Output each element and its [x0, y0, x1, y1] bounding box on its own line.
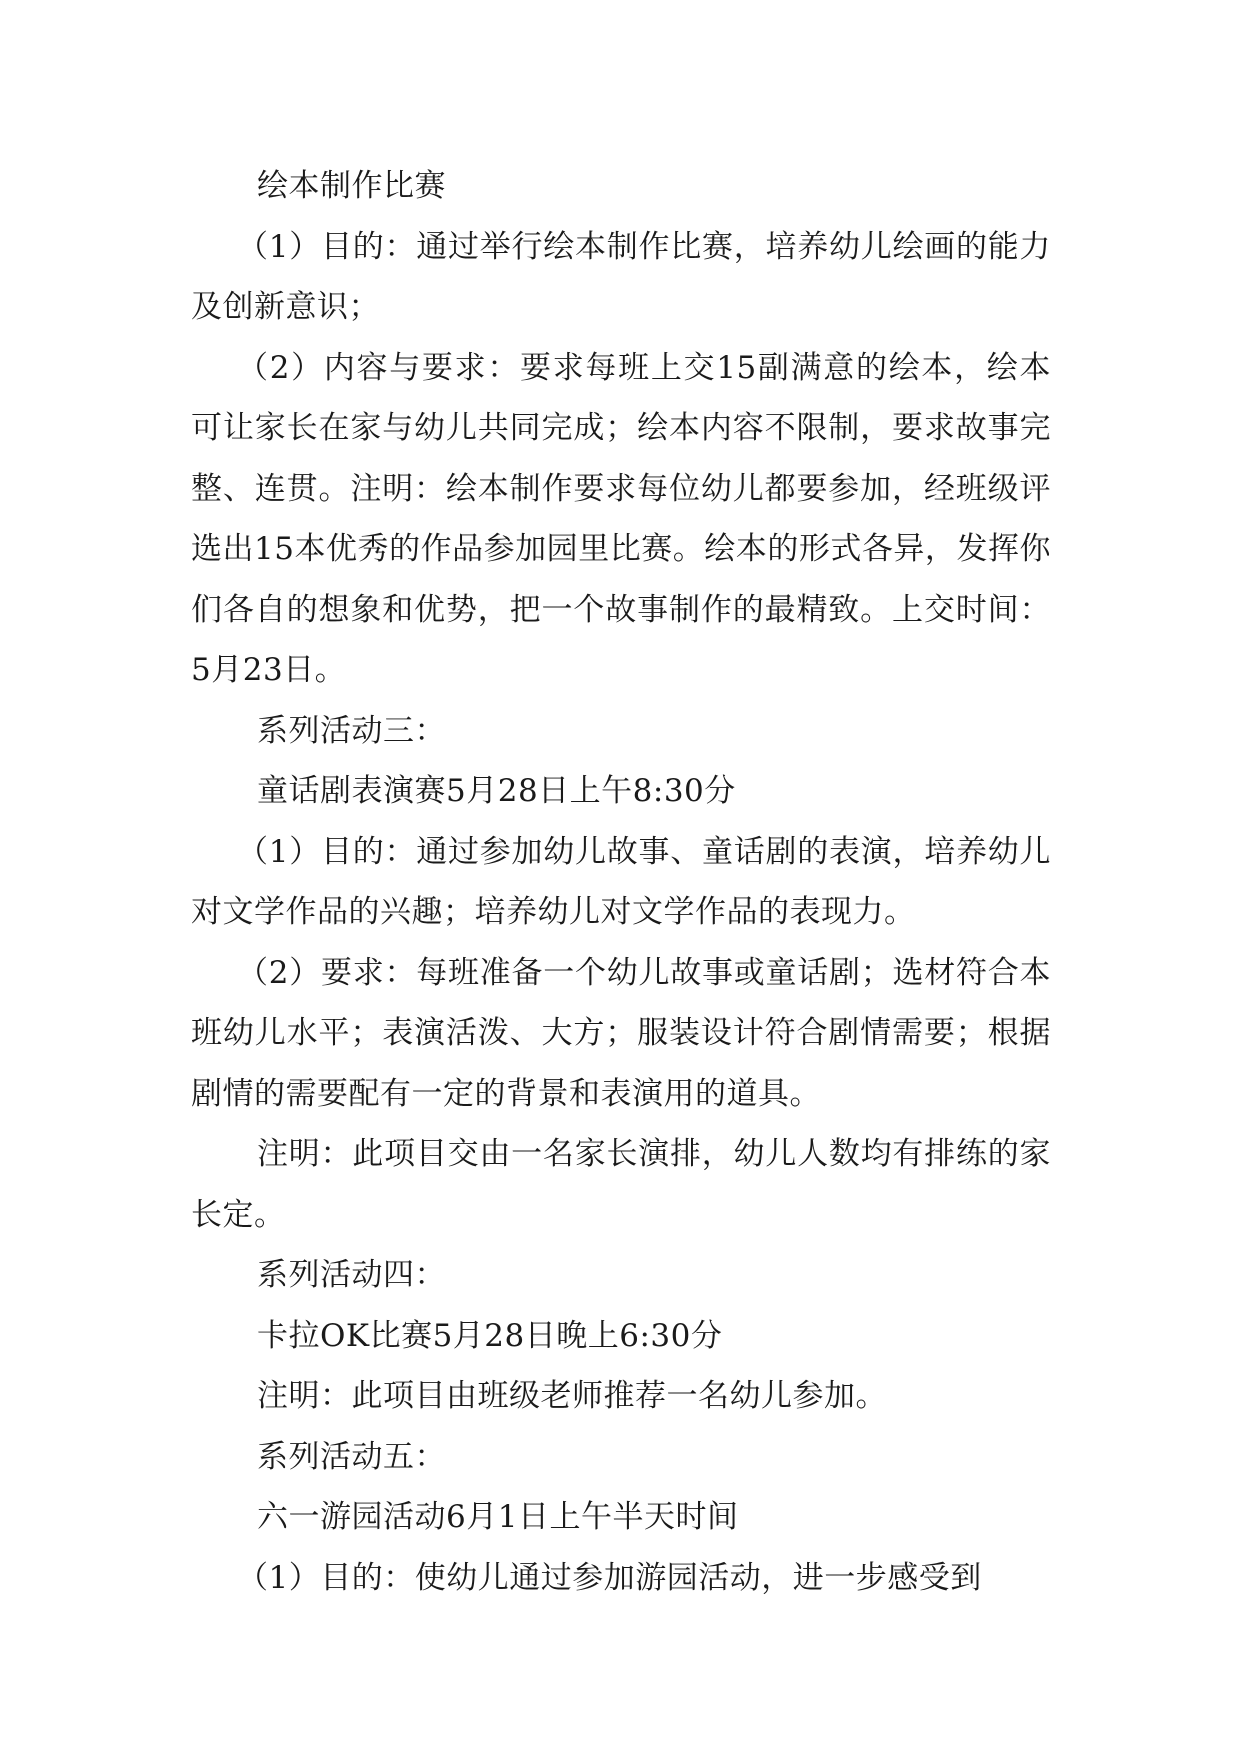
paragraph-fairy-tale-drama-note: 注明：此项目交由一名家长演排，幼儿人数均有排练的家长定。	[191, 1136, 1051, 1233]
paragraph-fairy-tale-drama-purpose: （1）目的：通过参加幼儿故事、童话剧的表演，培养幼儿对文学作品的兴趣；培养幼儿对文学作品的表现力。	[191, 833, 1051, 930]
section-title-activity-four: 系列活动四：	[257, 1257, 446, 1293]
paragraph-karaoke-schedule: 卡拉OK比赛5月28日晚上6:30分	[257, 1317, 723, 1354]
paragraph-picture-book-requirements: （2）内容与要求：要求每班上交15副满意的绘本，绘本可让家长在家与幼儿共同完成；绘本内容不限制，要求故事完整、连贯。注明：绘本制作要求每位幼儿都要参加，经班级评选出15本优秀的作品参加园里比赛。绘本的形式各异，发挥你们各自的想象和优势，把一个故事制作的最精致。上交时间：5月23日。	[191, 349, 1051, 688]
section-title-activity-five: 系列活动五：	[257, 1438, 446, 1475]
paragraph-picture-book-purpose: （1）目的：通过举行绘本制作比赛，培养幼儿绘画的能力及创新意识；	[191, 228, 1051, 325]
document-body	[191, 156, 1051, 1608]
paragraph-fairy-tale-drama-schedule: 童话剧表演赛5月28日上午8:30分	[257, 773, 736, 809]
paragraph-karaoke-note: 注明：此项目由班级老师推荐一名幼儿参加。	[257, 1378, 887, 1414]
paragraph-fairy-tale-drama-requirements: （2）要求：每班准备一个幼儿故事或童话剧；选材符合本班幼儿水平；表演活泼、大方；服装设计符合剧情需要；根据剧情的需要配有一定的背景和表演用的道具。	[191, 954, 1051, 1112]
section-title-activity-three: 系列活动三：	[257, 712, 446, 749]
paragraph-garden-party-purpose: （1）目的：使幼儿通过参加游园活动，进一步感受到	[237, 1559, 982, 1596]
section-title-picture-book-contest: 绘本制作比赛	[257, 168, 446, 204]
paragraph-garden-party-schedule: 六一游园活动6月1日上午半天时间	[257, 1499, 739, 1535]
